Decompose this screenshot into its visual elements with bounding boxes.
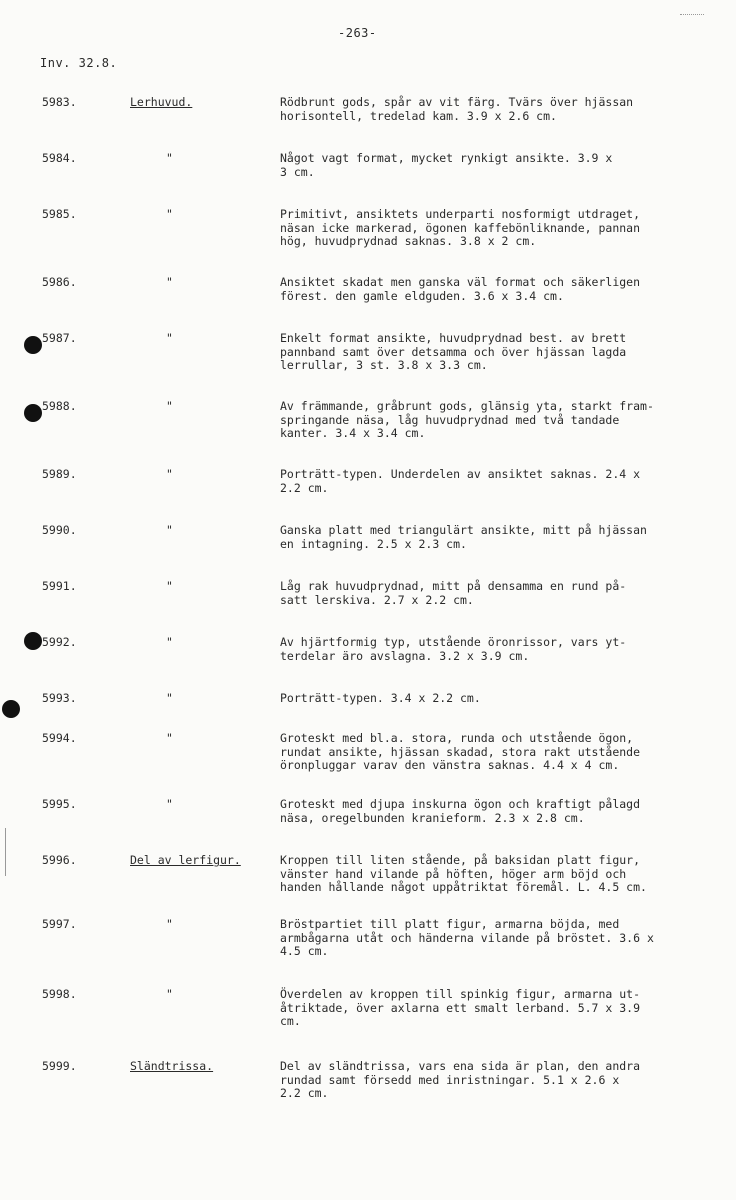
ditto-mark: " <box>166 523 173 537</box>
entry-description <box>280 96 712 123</box>
description-line: rundat ansikte, hjässan skadad, stora rakt utstående <box>280 744 641 759</box>
description-line: Ansiktet skadat men ganska väl format och säkerligen <box>280 275 641 289</box>
description-line: Av hjärtformig typ, utstående öronrissor, vars yt- <box>280 635 627 649</box>
ditto-mark: " <box>166 917 173 931</box>
description-line: Groteskt med djupa inskurna ögon och kraftigt pålagd <box>280 797 641 811</box>
entry-number: 5985. <box>42 207 77 221</box>
description-line: Porträtt-typen. Underdelen av ansiktet saknas. 2.4 x <box>280 467 641 481</box>
description-line: 3 cm. <box>280 164 315 179</box>
punch-hole <box>24 336 42 354</box>
description-line: 2.2 cm. <box>280 1086 329 1100</box>
entry-number: 5992. <box>42 635 77 649</box>
entry-number: 5995. <box>42 797 77 811</box>
description-line: Groteskt med bl.a. stora, runda och utstående ögon, <box>280 731 634 745</box>
description-line: satt lerskiva. 2.7 x 2.2 cm. <box>280 592 474 607</box>
description-line: kanter. 3.4 x 3.4 cm. <box>280 426 426 440</box>
description-line: Rödbrunt gods, spår av vit färg. Tvärs över hjässan <box>280 95 634 109</box>
entry-number: 5996. <box>42 853 77 867</box>
page-number: -263- <box>338 26 377 40</box>
entry-description <box>280 988 712 1029</box>
entry-number: 5988. <box>42 399 77 413</box>
description-line: Överdelen av kroppen till spinkig figur, armarna ut- <box>280 987 641 1001</box>
ditto-mark: " <box>166 331 173 345</box>
description-line: vänster hand vilande på höften, höger arm böjd och <box>280 866 627 881</box>
entry-description <box>280 1060 712 1101</box>
entry-number: 5987. <box>42 331 77 345</box>
ditto-mark: " <box>166 797 173 811</box>
entry-number: 5994. <box>42 731 77 745</box>
entry-description <box>280 798 712 825</box>
description-line: Något vagt format, mycket rynkigt ansikte. 3.9 x <box>280 151 613 165</box>
description-line: rundad samt försedd med inristningar. 5.1 x 2.6 x <box>280 1072 620 1087</box>
entry-description <box>280 152 712 179</box>
ditto-mark: " <box>166 691 173 705</box>
description-line: terdelar äro avslagna. 3.2 x 3.9 cm. <box>280 648 530 663</box>
description-line: Primitivt, ansiktets underparti nosformigt utdraget, <box>280 207 641 221</box>
description-line: armbågarna utåt och händerna vilande på bröstet. 3.6 x <box>280 930 654 945</box>
description-line: åtriktade, över axlarna ett smalt lerband. 5.7 x 3.9 <box>280 1000 641 1015</box>
category-label: Del av lerfigur. <box>130 853 241 867</box>
entry-number: 5990. <box>42 523 77 537</box>
entry-number: 5984. <box>42 151 77 165</box>
description-line: Av främmande, gråbrunt gods, glänsig yta, starkt fram- <box>280 399 654 413</box>
category-label: Sländtrissa. <box>130 1059 214 1073</box>
description-line: hög, huvudprydnad saknas. 3.8 x 2 cm. <box>280 234 537 248</box>
margin-line <box>5 828 6 876</box>
entry-number: 5993. <box>42 691 77 705</box>
corner-mark <box>680 14 704 15</box>
description-line: 2.2 cm. <box>280 480 329 495</box>
ditto-mark: " <box>166 151 173 165</box>
description-line: Bröstpartiet till platt figur, armarna böjda, med <box>280 917 620 931</box>
description-line: 4.5 cm. <box>280 944 329 958</box>
entry-number: 5989. <box>42 467 77 481</box>
description-line: Del av sländtrissa, vars ena sida är plan, den andra <box>280 1059 641 1073</box>
entry-description <box>280 400 712 441</box>
description-line: lerrullar, 3 st. 3.8 x 3.3 cm. <box>280 358 488 372</box>
inventory-heading: Inv. 32.8. <box>40 56 118 70</box>
entry-description <box>280 276 712 303</box>
description-line: horisontell, tredelad kam. 3.9 x 2.6 cm. <box>280 108 557 123</box>
entry-description <box>280 692 712 706</box>
ditto-mark: " <box>166 731 173 745</box>
description-line: Enkelt format ansikte, huvudprydnad best. av brett <box>280 331 627 345</box>
description-line: näsa, oregelbunden kranieform. 2.3 x 2.8 cm. <box>280 810 585 825</box>
description-line: Porträtt-typen. 3.4 x 2.2 cm. <box>280 691 481 705</box>
punch-hole <box>2 700 20 718</box>
entry-description <box>280 208 712 249</box>
description-line: pannband samt över detsamma och över hjässan lagda <box>280 344 627 359</box>
entry-description <box>280 732 712 773</box>
ditto-mark: " <box>166 399 173 413</box>
description-line: springande näsa, låg huvudprydnad med två tandade <box>280 412 620 427</box>
entry-description <box>280 524 712 551</box>
ditto-mark: " <box>166 207 173 221</box>
entry-number: 5991. <box>42 579 77 593</box>
description-line: handen hållande något uppåtriktat föremål. L. 4.5 cm. <box>280 880 647 894</box>
punch-hole <box>24 632 42 650</box>
ditto-mark: " <box>166 987 173 1001</box>
ditto-mark: " <box>166 275 173 289</box>
description-line: näsan icke markerad, ögonen kaffebönliknande, pannan <box>280 220 641 235</box>
description-line: Låg rak huvudprydnad, mitt på densamma en rund på- <box>280 579 627 593</box>
entry-description <box>280 468 712 495</box>
description-line: Kroppen till liten stående, på baksidan platt figur, <box>280 853 641 867</box>
entry-number: 5997. <box>42 917 77 931</box>
entry-number: 5983. <box>42 95 77 109</box>
entry-number: 5999. <box>42 1059 77 1073</box>
ditto-mark: " <box>166 467 173 481</box>
description-line: Ganska platt med triangulärt ansikte, mitt på hjässan <box>280 523 647 537</box>
ditto-mark: " <box>166 635 173 649</box>
description-line: öronpluggar varav den vänstra saknas. 4.4 x 4 cm. <box>280 758 620 772</box>
entry-description <box>280 580 712 607</box>
entry-description <box>280 854 712 895</box>
entry-description <box>280 636 712 663</box>
description-line: en intagning. 2.5 x 2.3 cm. <box>280 536 467 551</box>
description-line: cm. <box>280 1014 301 1028</box>
entry-number: 5998. <box>42 987 77 1001</box>
ditto-mark: " <box>166 579 173 593</box>
entry-description <box>280 918 712 959</box>
entry-number: 5986. <box>42 275 77 289</box>
category-label: Lerhuvud. <box>130 95 193 109</box>
description-line: förest. den gamle eldguden. 3.6 x 3.4 cm. <box>280 288 564 303</box>
entry-description <box>280 332 712 373</box>
punch-hole <box>24 404 42 422</box>
